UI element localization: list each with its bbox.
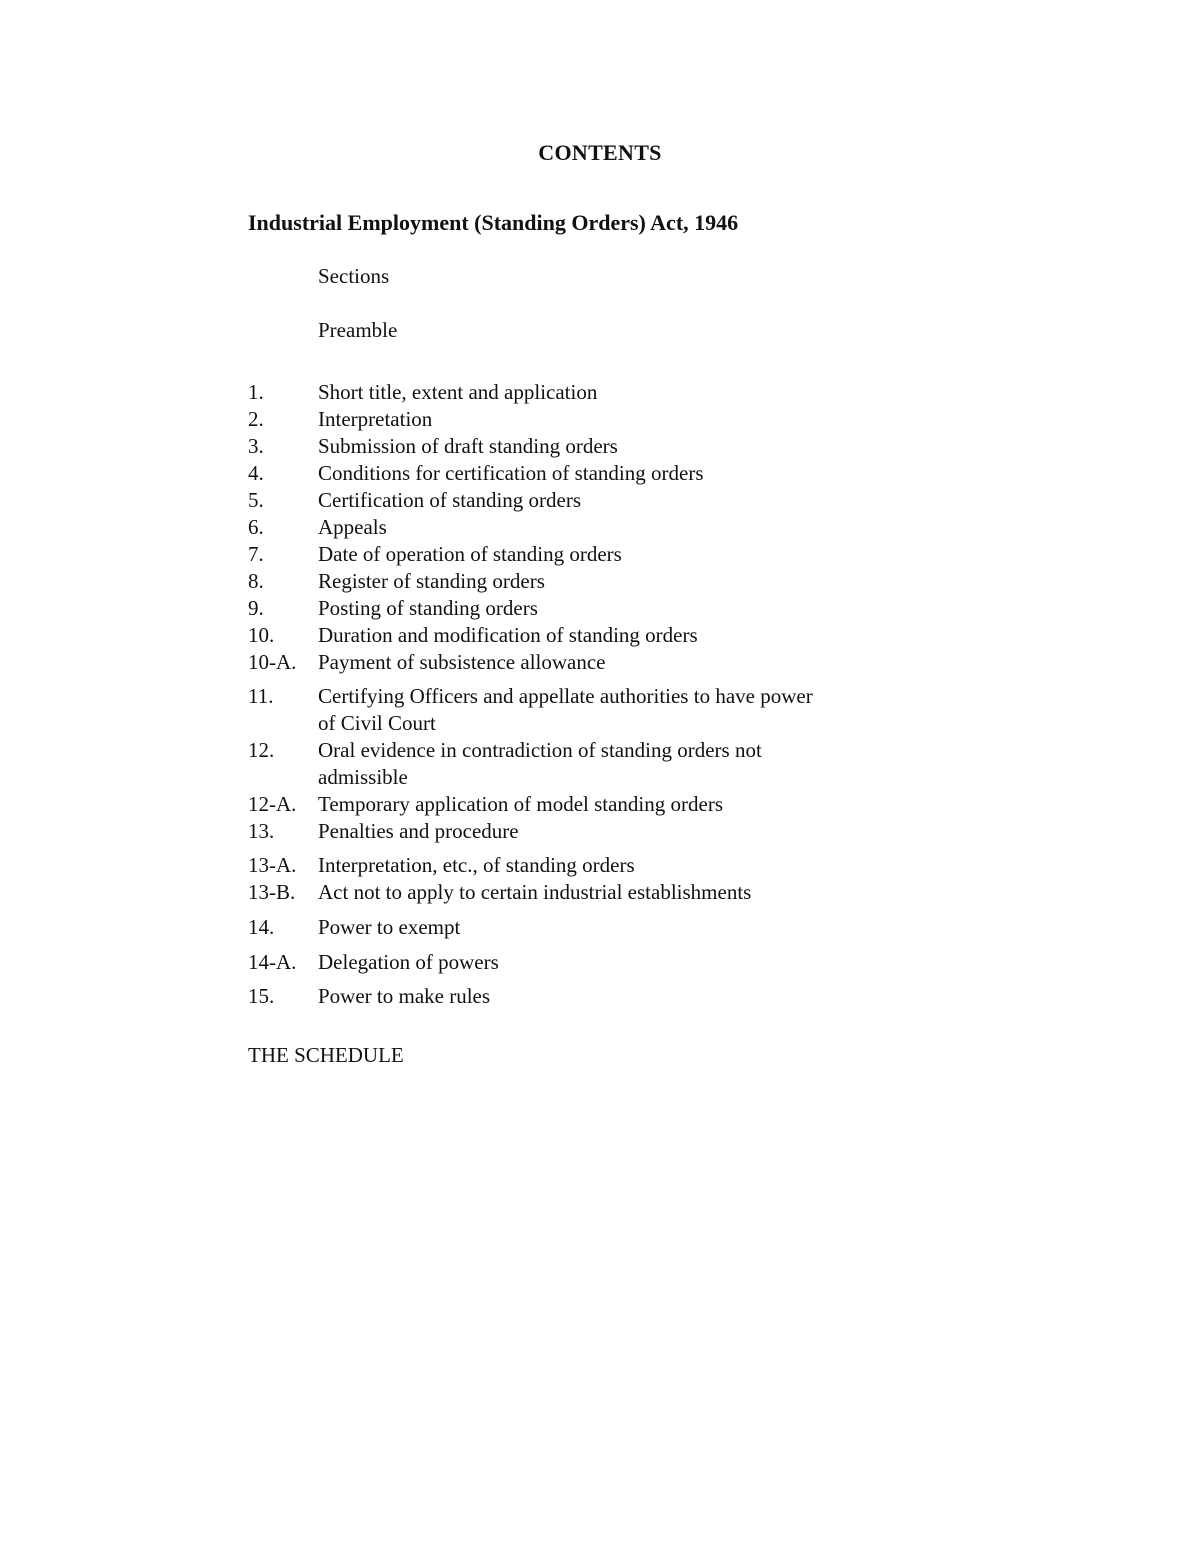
toc-entry-title: Short title, extent and application <box>318 380 598 404</box>
toc-entry-number: 6. <box>248 515 264 539</box>
toc-entry <box>248 595 868 622</box>
toc-entry-number: 5. <box>248 488 264 512</box>
toc-entry <box>248 487 868 514</box>
toc-entry-number: 11. <box>248 684 274 708</box>
toc-entry-title: Duration and modification of standing orders <box>318 623 698 647</box>
schedule-label: THE SCHEDULE <box>248 1043 404 1067</box>
toc-entry-number: 2. <box>248 407 264 431</box>
toc-entry-title: Register of standing orders <box>318 569 545 593</box>
act-title: Industrial Employment (Standing Orders) Act, 1946 <box>248 210 739 235</box>
toc-entry-number: 9. <box>248 596 264 620</box>
toc-entry <box>248 737 868 791</box>
toc-entry-title: Delegation of powers <box>318 950 499 974</box>
toc-entry <box>248 683 868 737</box>
toc-entry <box>248 852 868 879</box>
toc-entry-number: 10. <box>248 623 275 647</box>
toc-entry <box>248 514 868 541</box>
toc-entry-title: Date of operation of standing orders <box>318 542 622 566</box>
toc-entry <box>248 460 868 487</box>
toc-entry-title: Temporary application of model standing orders <box>318 792 723 816</box>
toc-entry-number: 3. <box>248 434 264 458</box>
toc-entry-number: 10-A. <box>248 650 297 674</box>
toc-entry-number: 13-A. <box>248 853 297 877</box>
page-title: CONTENTS <box>538 140 662 165</box>
toc-entry-title: Certifying Officers and appellate authorities to have power of Civil Court <box>318 684 813 735</box>
toc-entry-number: 15. <box>248 984 275 1008</box>
table-of-contents <box>248 379 868 1010</box>
toc-entry-title: Certification of standing orders <box>318 488 582 512</box>
toc-entry-title: Power to make rules <box>318 984 491 1008</box>
toc-entry <box>248 914 868 941</box>
preamble-label: Preamble <box>318 318 398 342</box>
toc-entry-title: Conditions for certification of standing orders <box>318 461 704 485</box>
toc-entry-number: 12-A. <box>248 792 297 816</box>
toc-entry-title: Interpretation <box>318 407 433 431</box>
toc-entry-title: Posting of standing orders <box>318 596 538 620</box>
toc-entry <box>248 649 868 676</box>
toc-entry-title: Payment of subsistence allowance <box>318 650 606 674</box>
toc-entry <box>248 433 868 460</box>
toc-entry <box>248 379 868 406</box>
toc-entry-number: 8. <box>248 569 264 593</box>
toc-entry-title: Appeals <box>318 515 387 539</box>
toc-entry-number: 4. <box>248 461 264 485</box>
toc-entry-title: Interpretation, etc., of standing orders <box>318 853 635 877</box>
toc-entry <box>248 622 868 649</box>
toc-entry-number: 7. <box>248 542 264 566</box>
toc-entry-number: 1. <box>248 380 264 404</box>
toc-entry <box>248 818 868 845</box>
toc-entry <box>248 406 868 433</box>
toc-entry <box>248 949 868 976</box>
toc-entry <box>248 879 868 906</box>
toc-entry <box>248 568 868 595</box>
toc-entry <box>248 791 868 818</box>
toc-entry-number: 12. <box>248 738 275 762</box>
toc-entry-number: 13-B. <box>248 880 296 904</box>
sections-label: Sections <box>318 264 390 288</box>
toc-entry-title: Power to exempt <box>318 915 461 939</box>
toc-entry <box>248 541 868 568</box>
toc-entry <box>248 983 868 1010</box>
toc-entry-title: Submission of draft standing orders <box>318 434 618 458</box>
toc-entry-title: Act not to apply to certain industrial establishments <box>318 880 752 904</box>
toc-entry-title: Penalties and procedure <box>318 819 519 843</box>
toc-entry-title: Oral evidence in contradiction of standing orders not admissible <box>318 738 762 789</box>
toc-entry-number: 14-A. <box>248 950 297 974</box>
toc-entry-number: 13. <box>248 819 275 843</box>
toc-entry-number: 14. <box>248 915 275 939</box>
